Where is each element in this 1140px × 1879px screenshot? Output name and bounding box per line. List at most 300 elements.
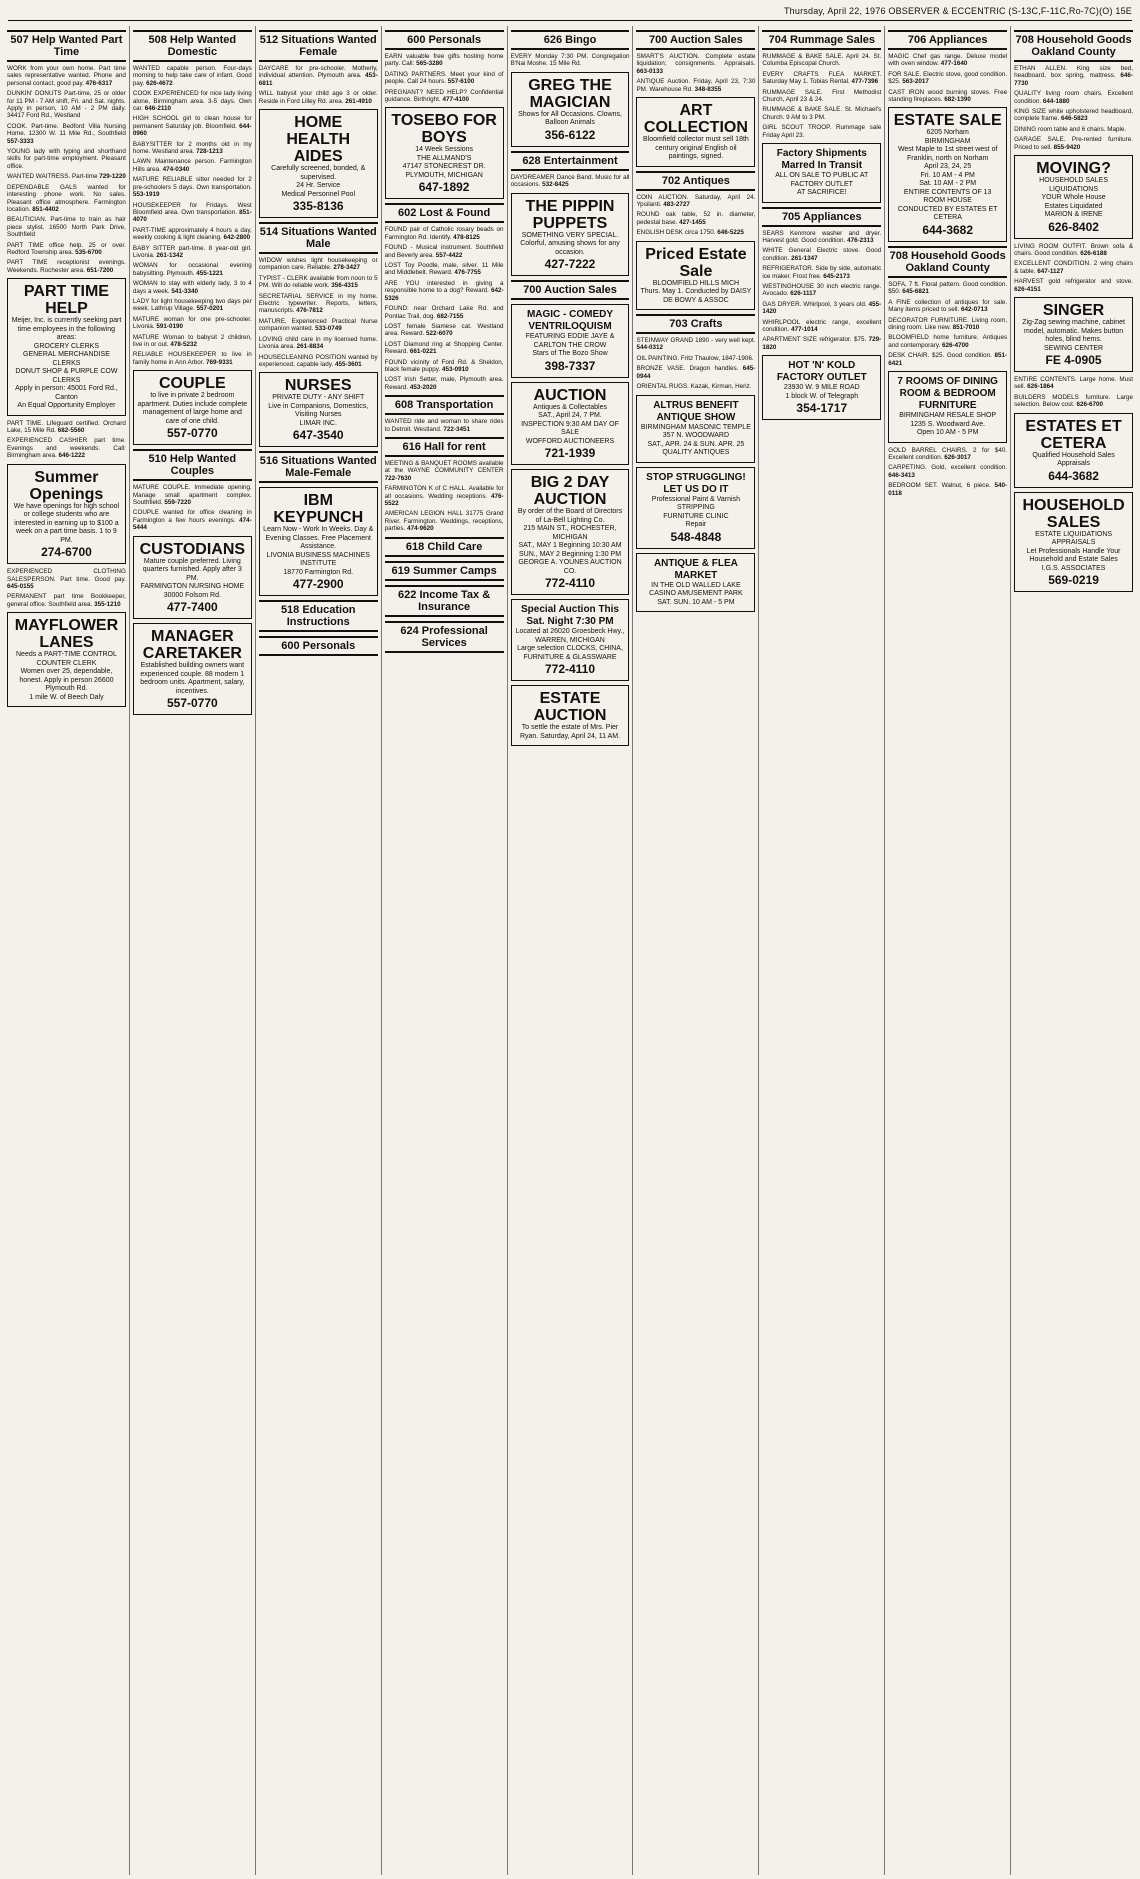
display-ad-line: 215 MAIN ST., ROCHESTER, MICHIGAN xyxy=(523,525,617,541)
ad-text: ENGLISH DESK circa 1750. xyxy=(636,229,718,237)
ad-text: COIN AUCTION. Saturday, April 24. Ypsilanti. xyxy=(636,193,756,208)
classified-ad xyxy=(7,420,126,435)
ad-phone: 729-1220 xyxy=(99,173,126,181)
display-ad xyxy=(7,278,126,416)
ad-text: FOR SALE. Electric stove, good condition. $25. xyxy=(888,70,1008,86)
ad-phone: 646-5225 xyxy=(717,229,744,237)
section-heading: 619 Summer Camps xyxy=(385,561,504,581)
display-ad-title: ESTATE SALE xyxy=(893,112,1002,130)
classified-ad xyxy=(259,354,378,369)
classified-columns xyxy=(4,26,1136,1875)
classified-ad xyxy=(385,510,504,532)
classified-column xyxy=(885,26,1011,1875)
ad-phone: 356-4315 xyxy=(331,282,358,290)
display-ad-line: 1 block W. of Telegraph xyxy=(785,392,859,400)
display-ad xyxy=(259,487,378,596)
ad-text: LIVING ROOM OUTFIT. Brown sofa & chairs. Good condition. xyxy=(1014,242,1134,257)
display-ad xyxy=(385,107,504,199)
classified-ad xyxy=(888,89,1007,104)
ad-phone: 557-3333 xyxy=(7,137,34,145)
display-ad-title: TOSEBO FOR BOYS xyxy=(391,112,497,147)
display-ad-phone: 354-1717 xyxy=(796,401,848,416)
display-ad-line: 47147 STONECREST DR. PLYMOUTH, MICHIGAN xyxy=(402,163,486,179)
display-ad-line: Estates Liquidated xyxy=(1044,202,1103,210)
ad-text: LAWN Maintenance person. Farmington Hills area. xyxy=(132,158,252,173)
section-heading: 708 Household Goods Oakland County xyxy=(1014,30,1133,62)
ad-text: CAST IRON wood burning stoves. Free standing fireplaces. xyxy=(888,88,1008,104)
display-ad xyxy=(636,467,755,549)
ad-phone: 626-1864 xyxy=(1027,383,1054,391)
classified-ad xyxy=(385,460,504,482)
ad-text: FOUND pair of Catholic rosary beads on Farmington Rd. Identify. xyxy=(384,226,504,241)
classified-ad xyxy=(1014,260,1133,275)
ad-text: LOST female Siamese cat. Westland area. Reward. xyxy=(384,322,504,338)
display-ad-line: Professional Paint & Varnish STRIPPING xyxy=(651,495,740,511)
classified-column xyxy=(4,26,130,1875)
display-ad-line: Appraisals xyxy=(1057,460,1090,468)
section-heading: 702 Antiques xyxy=(636,171,755,191)
ad-phone: 474-9620 xyxy=(407,525,434,533)
classified-ad xyxy=(133,202,252,224)
display-ad xyxy=(1014,492,1133,593)
display-ad xyxy=(7,464,126,565)
classified-ad xyxy=(1014,394,1133,409)
ad-phone: 477-7396 xyxy=(851,78,879,86)
classified-ad xyxy=(7,593,126,608)
classified-column xyxy=(130,26,256,1875)
ad-phone: 477-1640 xyxy=(940,60,968,68)
display-ad-line: ESTATE LIQUIDATIONS xyxy=(1035,530,1113,538)
ad-text: PART TIME receptionist evenings. Weekends. Rochester area. xyxy=(7,259,126,274)
section-heading: 700 Auction Sales xyxy=(636,30,755,50)
display-ad-title: NURSES xyxy=(284,377,352,395)
ad-text: EXCELLENT CONDITION. 2 wing chairs & table. xyxy=(1014,260,1134,275)
ad-text: MATURE woman for one pre-schooler. Livonia. xyxy=(132,315,252,331)
section-heading: 512 Situations Wanted Female xyxy=(259,30,378,62)
classified-ad xyxy=(259,257,378,272)
classified-ad xyxy=(7,216,126,238)
ad-text: RELIABLE HOUSEKEEPER to live in family home in Ann Arbor. xyxy=(132,351,252,366)
classified-ad xyxy=(133,298,252,313)
ad-text: MATURE, Experienced Practical Nurse companion wanted. xyxy=(258,317,378,333)
classified-ad xyxy=(762,301,881,316)
classified-ad xyxy=(7,65,126,87)
ad-text: APARTMENT SIZE refrigerator. $75. xyxy=(762,336,869,344)
ad-phone: 626-1117 xyxy=(790,290,817,298)
classified-ad xyxy=(7,259,126,274)
ad-phone: 682-1390 xyxy=(944,96,971,104)
display-ad-line: Repair xyxy=(685,521,707,528)
ad-phone: 544-0312 xyxy=(636,344,664,352)
ad-text: WHIRLPOOL electric range, excellent condition. xyxy=(762,318,882,334)
classified-column xyxy=(256,26,382,1875)
ad-text: PART TIME. Lifeguard certified. Orchard Lake, 15 Mile Rd. xyxy=(7,419,126,435)
ad-text: REFRIGERATOR. Side by side, automatic ice maker. Frost free. xyxy=(762,265,882,280)
display-ad xyxy=(888,371,1007,443)
ad-text: WANTED capable person. Four-days morning to help take care of infant. Good pay. xyxy=(132,65,252,87)
display-ad-line: Located at 26020 Groesbeck Hwy., WARREN, MICHIGAN xyxy=(515,628,625,644)
display-ad-title: ANTIQUE & FLEA MARKET xyxy=(653,557,738,581)
display-ad-title: 7 ROOMS OF DINING ROOM & BEDROOM FURNITURE xyxy=(897,376,998,411)
display-ad-line: 6205 Norham xyxy=(926,129,969,137)
ad-phone: 535-6700 xyxy=(75,248,102,256)
ad-phone: 478-8125 xyxy=(453,233,480,241)
display-ad-line: West Maple to 1st street west of Franklin, north on Norham xyxy=(897,146,998,162)
classified-ad xyxy=(133,484,252,506)
classified-ad xyxy=(133,115,252,137)
ad-phone: 477-4100 xyxy=(442,96,470,104)
ad-phone: 557-0201 xyxy=(196,305,224,313)
display-ad-line: Let Professionals Handle Your Household and Estate Sales xyxy=(1026,547,1121,564)
ad-text: PART TIME office help. 25 or over. Redford Township area. xyxy=(7,241,126,256)
ad-phone: 682-7155 xyxy=(436,312,464,320)
ad-text: BEDROOM SET. Walnut, 6 piece. xyxy=(888,482,995,490)
display-ad-line: April 23, 24, 25 xyxy=(924,163,972,171)
display-ad-title: MAYFLOWER LANES xyxy=(14,617,119,652)
display-ad-line: Large selection CLOCKS, CHINA, FURNITURE & GLASSWARE xyxy=(517,645,623,661)
classified-ad xyxy=(762,265,881,280)
ad-text: TYPIST - CLERK available from noon to 5 PM. Will do reliable work. xyxy=(258,274,378,290)
ad-text: BLOOMFIELD home furniture. Antiques and contemporary. xyxy=(888,334,1008,349)
display-ad xyxy=(7,612,126,707)
display-ad-phone: 644-3682 xyxy=(922,222,974,237)
ad-phone: 474-5444 xyxy=(132,516,252,532)
display-ad-line: Live in Companions, Domestics, Visiting Nurses xyxy=(268,402,369,419)
ad-phone: 626-6188 xyxy=(1080,249,1107,257)
classified-ad xyxy=(888,334,1007,349)
display-ad-line: Needs a PART-TIME CONTROL COUNTER CLERK xyxy=(16,651,117,667)
display-ad-line: GROCERY CLERKS xyxy=(33,342,99,350)
classified-ad xyxy=(7,90,126,120)
ad-text: MATURE Woman to babysit 2 children, live in or out. xyxy=(132,333,252,348)
classified-ad xyxy=(133,65,252,87)
classified-column xyxy=(633,26,759,1875)
display-ad-line: BIRMINGHAM RESALE SHOP xyxy=(899,412,997,419)
classified-ad xyxy=(385,280,504,302)
display-ad-line: SEWING CENTER xyxy=(1044,344,1104,352)
classified-ad xyxy=(888,482,1007,497)
display-ad xyxy=(636,241,755,311)
display-ad-phone: 477-7400 xyxy=(166,600,218,615)
ad-phone: 642-5326 xyxy=(384,287,504,302)
display-ad-line: 23930 W. 9 MILE ROAD xyxy=(783,384,860,392)
display-ad-title: THE PIPPIN PUPPETS xyxy=(525,197,615,232)
ad-text: EXPERIENCED CLOTHING SALESPERSON. Part time. Good pay. xyxy=(7,568,126,583)
display-ad xyxy=(511,193,630,277)
classified-ad xyxy=(7,173,126,180)
display-ad-phone: 557-0770 xyxy=(166,426,218,441)
ad-phone: 477-1014 xyxy=(791,326,818,334)
classified-ad xyxy=(133,141,252,156)
section-heading: 618 Child Care xyxy=(385,537,504,557)
ad-phone: 644-1880 xyxy=(1042,97,1070,105)
ad-phone: 661-0221 xyxy=(409,348,437,356)
classified-ad xyxy=(259,275,378,290)
classified-ad xyxy=(762,283,881,298)
ad-text: WILL babysit your child age 3 or older. Reside in Ford Lilley Rd. area. xyxy=(258,90,378,105)
classified-ad xyxy=(1014,65,1133,87)
ad-text: GARAGE SALE. Pre-rented furniture. Priced to sell. xyxy=(1014,136,1134,151)
ad-text: FOUND: near Orchard Lake Rd. and Pontiac Trail, dog. xyxy=(384,305,504,320)
ad-text: FARMINGTON K of C HALL. Available for all occasions. Wedding receptions. xyxy=(384,485,504,500)
classified-ad xyxy=(1014,108,1133,123)
ad-phone: 644-0960 xyxy=(132,122,252,138)
display-ad-title: IBM KEYPUNCH xyxy=(273,492,364,527)
ad-text: EARN valuable free gifts hosting home party. Call: xyxy=(384,53,504,68)
ad-text: SEARS Kenmore washer and dryer. Harvest gold. Good condition. xyxy=(762,229,882,244)
display-ad-line: LIVONIA BUSINESS MACHINES INSTITUTE xyxy=(266,551,370,568)
ad-text: WESTINGHOUSE 30 inch electric range. Avocado. xyxy=(762,283,882,298)
ad-phone: 645-0944 xyxy=(636,365,756,380)
display-ad-line: SAT., APR. 24 & SUN. APR. 25 xyxy=(647,440,745,448)
ad-text: WORK from your own home. Part time sales representative wanted. Phone and personal contact, good pay. xyxy=(7,65,126,87)
ad-phone: 532-8425 xyxy=(542,181,569,189)
display-ad-title: Priced Estate Sale xyxy=(645,245,747,280)
classified-ad xyxy=(888,281,1007,296)
display-ad-title: CUSTODIANS xyxy=(139,540,246,558)
display-ad-title: Summer Openings xyxy=(29,468,104,503)
ad-phone: 591-0190 xyxy=(156,323,183,331)
running-head: Thursday, April 22, 1976 OBSERVER & ECCENTRIC (S-13C,F-11C,Ro-7C)(O) 15E xyxy=(8,6,1132,21)
display-ad-line: An Equal Opportunity Employer xyxy=(17,402,116,410)
ad-text: HOUSECLEANING POSITION wanted by experienced, capable lady. xyxy=(258,353,378,368)
classified-ad xyxy=(133,227,252,242)
ad-phone: 626-4672 xyxy=(146,79,173,87)
classified-ad xyxy=(636,383,755,390)
ad-text: GAS DRYER. Whirlpool, 3 years old. xyxy=(762,300,869,308)
classified-column xyxy=(508,26,634,1875)
ad-text: YOUNG lady with typing and shorthand skills for part-time employment. Pleasant office. xyxy=(7,148,126,170)
ad-text: WOMAN to stay with elderly lady, 3 to 4 days a week. xyxy=(132,280,252,295)
display-ad-line: Bloomfield collector must sell 18th century original English oil paintings, signed. xyxy=(642,136,749,161)
display-ad-line: FEATURING EDDIE JAYE & CARLTON THE CROW xyxy=(525,333,615,349)
ad-text: PREGNANT? NEED HELP? Confidential guidance. Birthright. xyxy=(384,88,504,104)
ad-text: DATING PARTNERS. Meet your kind of people. Call 24 hours. xyxy=(384,70,504,86)
ad-phone: 261-8834 xyxy=(296,343,324,351)
display-ad xyxy=(1014,413,1133,488)
section-heading: 616 Hall for rent xyxy=(385,437,504,457)
classified-ad xyxy=(259,293,378,315)
classified-ad xyxy=(636,229,755,236)
ad-phone: 261-1342 xyxy=(156,251,183,259)
display-ad-line: Shows for All Occasions. Clowns, Balloon Animals xyxy=(518,110,622,127)
ad-phone: 455-1221 xyxy=(196,269,223,277)
ad-text: WANTED ride and woman to share rides to Detroit. Westland. xyxy=(384,418,504,433)
classified-ad xyxy=(511,53,630,68)
display-ad-title: PART TIME HELP xyxy=(23,283,109,318)
display-ad-title: ART COLLECTION xyxy=(643,102,748,137)
display-ad-line: IN THE OLD WALLED LAKE CASINO AMUSEMENT PARK xyxy=(649,581,743,597)
ad-phone: 663-0133 xyxy=(636,67,664,75)
ad-phone: 427-1455 xyxy=(679,218,706,226)
ad-text: BABYSITTER for 2 months old in my home. Westland area. xyxy=(132,140,252,156)
ad-phone: 557-4422 xyxy=(435,251,463,259)
display-ad-line: BIRMINGHAM MASONIC TEMPLE xyxy=(640,423,751,431)
display-ad xyxy=(511,304,630,378)
ad-phone: 626-4151 xyxy=(1014,285,1041,293)
ad-text: AMERICAN LEGION HALL 31775 Grand River. Farmington. Weddings, receptions, parties. xyxy=(384,510,504,533)
display-ad-phone: 274-6700 xyxy=(41,545,92,560)
classified-ad xyxy=(1014,136,1133,151)
ad-text: ARE YOU interested in giving a responsible home to a dog? Reward. xyxy=(384,279,504,295)
classified-ad xyxy=(385,418,504,433)
display-ad-line: to live in private 2 bedroom apartment. Duties include complete management of large home and care of one child. xyxy=(137,392,248,425)
section-heading: 624 Professional Services xyxy=(385,621,504,653)
ad-text: MATURE RELIABLE sitter needed for 2 pre-schoolers 5 days. Own transportation. xyxy=(132,176,252,191)
display-ad-line: Qualified Household Sales xyxy=(1032,451,1115,459)
ad-phone: 722-3451 xyxy=(443,425,470,433)
ad-text: LOST Irish Setter, male, Plymouth area. Reward. xyxy=(384,376,504,391)
ad-text: RUMMAGE SALE. First Methodist Church, April 23 & 24. xyxy=(762,88,882,104)
ad-phone: 728-1213 xyxy=(196,148,223,156)
section-heading: 608 Transportation xyxy=(385,395,504,415)
display-ad-phone: 477-2900 xyxy=(292,577,344,592)
ad-phone: 646-5823 xyxy=(1061,115,1088,123)
section-heading: 703 Crafts xyxy=(636,314,755,334)
ad-phone: 557-6100 xyxy=(447,78,475,86)
classified-ad xyxy=(385,305,504,320)
ad-text: SOFA, 7 ft. Floral pattern. Good condition. $50. xyxy=(888,280,1008,296)
ad-phone: 645-6821 xyxy=(902,288,929,296)
classified-ad xyxy=(636,53,755,75)
display-ad-line: APPRAISALS xyxy=(1051,539,1096,547)
section-heading: 602 Lost & Found xyxy=(385,203,504,223)
display-ad-line: LIMAR INC. xyxy=(299,419,337,427)
ad-phone: 646-2110 xyxy=(144,105,172,113)
display-ad-phone: 647-3540 xyxy=(292,428,344,443)
ad-phone: 261-1347 xyxy=(791,254,818,262)
classified-ad xyxy=(385,53,504,68)
classified-ad xyxy=(385,376,504,391)
section-heading: 508 Help Wanted Domestic xyxy=(133,30,252,62)
ad-text: ETHAN ALLEN. King size bed, headboard, box spring, mattress. xyxy=(1014,65,1134,80)
ad-text: ANTIQUE Auction. Friday, April 23, 7:30 PM. Warehouse Rd. xyxy=(636,78,756,93)
classified-ad xyxy=(7,568,126,590)
ad-phone: 851-6421 xyxy=(888,352,1008,367)
display-ad-line: WOFFORD AUCTIONEERS xyxy=(525,437,615,445)
ad-text: FOUND vicinity of Ford Rd. & Sheldon, black female puppy. xyxy=(384,358,504,373)
classified-ad xyxy=(762,53,881,68)
ad-text: MAGIC Chef gas range. Deluxe model with oven window. xyxy=(888,53,1008,68)
display-ad-line: ENTIRE CONTENTS OF 13 ROOM HOUSE xyxy=(903,188,992,205)
ad-text: STEINWAY GRAND 1890 - very well kept. xyxy=(636,337,756,345)
display-ad-title: HOUSEHOLD SALES xyxy=(1022,496,1125,531)
ad-phone: 533-0749 xyxy=(315,325,342,333)
display-ad-title: AUCTION xyxy=(533,386,607,404)
display-ad xyxy=(133,536,252,620)
display-ad-line: By order of the Board of Directors of La-Bell Lighting Co. xyxy=(517,508,623,524)
ad-phone: 647-1127 xyxy=(1037,267,1064,275)
display-ad xyxy=(511,685,630,746)
ad-text: BEAUTICIAN. Part-time to train as hair piece stylist. 16500 North Park Drive, Southfield xyxy=(7,216,126,239)
ad-phone: 476-7812 xyxy=(296,307,323,315)
ad-phone: 626-4700 xyxy=(942,341,969,349)
display-ad xyxy=(259,109,378,218)
display-ad-line: MARION & IRENE xyxy=(1044,211,1103,219)
display-ad-line: SAT., MAY 1 Beginning 10:30 AM xyxy=(518,542,622,550)
ad-text: RUMMAGE & BAKE SALE. St. Michael's Church. 9 AM to 3 PM. xyxy=(762,106,882,121)
classified-ad xyxy=(133,245,252,260)
display-ad-line: GENERAL MERCHANDISE CLERKS xyxy=(23,351,110,367)
display-ad xyxy=(511,599,630,681)
classified-ad xyxy=(133,316,252,331)
ad-phone: 722-7630 xyxy=(384,474,412,482)
ad-text: WHITE General Electric stove. Good condition. xyxy=(762,247,882,262)
ad-phone: 453-2020 xyxy=(409,383,437,391)
ad-text: ROUND oak table, 52 in. diameter, pedestal base. xyxy=(636,211,756,226)
display-ad-phone: 356-6122 xyxy=(544,127,596,142)
classified-ad xyxy=(385,244,504,259)
classified-ad xyxy=(385,71,504,86)
classified-ad xyxy=(133,334,252,349)
display-ad-line: PRIVATE DUTY - ANY SHIFT xyxy=(272,394,365,402)
section-heading: 705 Appliances xyxy=(762,207,881,227)
ad-phone: 851-4070 xyxy=(132,208,252,224)
display-ad-phone: 427-7222 xyxy=(544,257,596,272)
ad-phone: 476-7755 xyxy=(454,269,481,277)
classified-ad xyxy=(385,262,504,277)
display-ad-phone: 772-4110 xyxy=(544,662,596,677)
display-ad-title: MANAGER CARETAKER xyxy=(142,628,242,663)
display-ad-phone: 569-0219 xyxy=(1048,573,1099,588)
ad-text: COOK. Part-time. Bedford Villa Nursing Home. 12300 W. 11 Mile Rd., Southfield xyxy=(7,122,126,138)
ad-phone: 565-3280 xyxy=(416,60,443,68)
ad-text: LADY for light housekeeping two days per week. Lathrup Village. xyxy=(132,297,252,313)
classified-ad xyxy=(762,247,881,262)
ad-phone: 642-0713 xyxy=(961,306,988,314)
ad-phone: 646-7730 xyxy=(1014,72,1134,87)
classified-ad xyxy=(636,365,755,380)
classified-ad xyxy=(1014,243,1133,258)
display-ad-line: Fri. 10 AM - 4 PM xyxy=(920,171,975,179)
display-ad-line: GEORGE A. YOUNES AUCTION CO. xyxy=(518,559,622,575)
classified-ad xyxy=(1014,278,1133,293)
ad-text: COUPLE wanted for office cleaning in Farmington a few hours evenings. xyxy=(132,509,252,524)
ad-text: EXPERIENCED CASHIER part time. Evenings and weekends. Call: Birmingham area. xyxy=(7,437,126,460)
display-ad-line: ALL ON SALE TO PUBLIC AT FACTORY OUTLET xyxy=(775,172,869,188)
ad-phone: 626-6700 xyxy=(1076,401,1104,409)
ad-text: WANTED WAITRESS. Part-time xyxy=(7,173,100,181)
ad-text: ENTIRE CONTENTS. Large home. Must sell. xyxy=(1014,376,1134,391)
ad-phone: 476-2313 xyxy=(847,236,874,244)
display-ad-title: Factory Shipments Marred In Transit xyxy=(776,148,867,172)
display-ad-line: FURNITURE CLINIC xyxy=(663,512,729,520)
display-ad-line: To settle the estate of Mrs. Pier Ryan. Saturday, April 24, 11 AM. xyxy=(519,724,621,740)
classified-ad xyxy=(762,89,881,104)
ad-phone: 682-5560 xyxy=(57,427,85,435)
ad-text: DECORATOR FURNITURE. Living room, dining room. Like new. xyxy=(888,316,1008,331)
display-ad xyxy=(511,72,630,147)
ad-phone: 645-2173 xyxy=(823,272,850,280)
display-ad-line: 357 N. WOODWARD xyxy=(662,432,730,439)
display-ad-title: Special Auction This Sat. Night 7:30 PM xyxy=(521,604,619,628)
ad-phone: 348-8355 xyxy=(694,85,722,93)
section-heading: 628 Entertainment xyxy=(511,151,630,171)
classified-ad xyxy=(259,65,378,87)
ad-text: RUMMAGE & BAKE SALE. April 24. St. Columba Episcopal Church. xyxy=(762,53,882,68)
classified-ad xyxy=(385,485,504,507)
classified-ad xyxy=(888,71,1007,86)
ad-phone: 651-7200 xyxy=(86,266,114,274)
ad-text: DEPENDABLE GALS wanted for interesting phone work. No sales. Pleasant office atmosphere. Farmington location. xyxy=(7,183,126,213)
display-ad-line: Women over 25, dependable, honest. Apply in person 26600 Plymouth Rd. xyxy=(19,668,114,693)
display-ad xyxy=(259,372,378,447)
ad-text: MEETING & BANQUET ROOMS available at the WAYNE COMMUNITY CENTER xyxy=(384,459,504,475)
section-heading: 600 Personals xyxy=(259,636,378,656)
classified-ad xyxy=(7,184,126,214)
display-ad-title: COUPLE xyxy=(159,375,226,393)
display-ad-phone: 721-1939 xyxy=(544,446,596,461)
